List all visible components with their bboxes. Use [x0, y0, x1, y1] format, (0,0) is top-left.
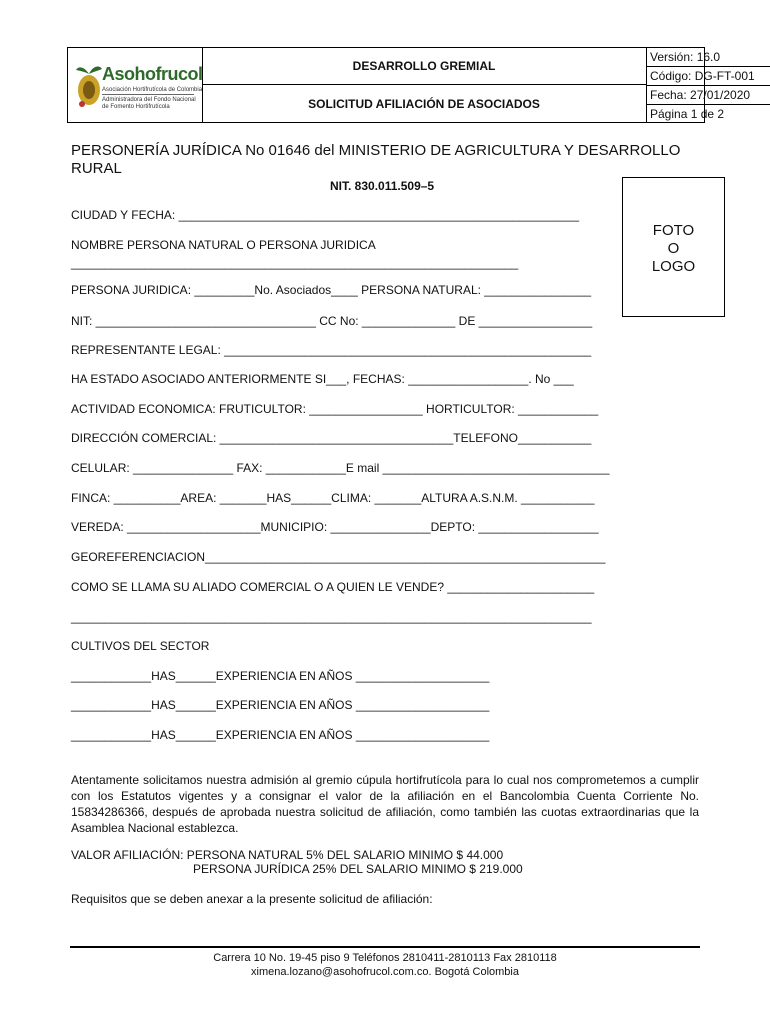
field-finca[interactable]: FINCA: __________AREA: _______HAS______CLIMA: _______ALTURA A.S.N.M. ___________: [71, 491, 595, 505]
header-meta: [646, 48, 755, 122]
date-label: Fecha: 27/01/2020: [646, 86, 770, 105]
logo-divider: [102, 94, 194, 95]
page-label: Página 1 de 2: [650, 107, 725, 121]
field-ciudad-fecha[interactable]: CIUDAD Y FECHA: ____________________________________________________________: [71, 208, 580, 222]
field-representante[interactable]: REPRESENTANTE LEGAL: _______________________________________________________: [71, 343, 592, 357]
header-title-area: DESARROLLO GREMIAL: [202, 48, 646, 85]
code-label: Código: DG-FT-001: [646, 67, 770, 86]
nit-heading: NIT. 830.011.509–5: [330, 179, 435, 193]
logo-wordmark: Asohofrucol: [102, 64, 203, 84]
photo-logo-label: FOTO O LOGO: [651, 222, 696, 275]
field-aliado[interactable]: COMO SE LLAMA SU ALIADO COMERCIAL O A QUIEN LE VENDE? ______________________: [71, 580, 595, 594]
header-titles: [202, 48, 647, 122]
header-title-form: SOLICITUD AFILIACIÓN DE ASOCIADOS: [308, 96, 540, 111]
footer-address: Carrera 10 No. 19-45 piso 9 Teléfonos 2810411-2810113 Fax 2810118: [213, 952, 557, 964]
logo-subtitle: Administradora del Fondo Nacional: [102, 97, 196, 103]
field-asociado-anteriormente[interactable]: HA ESTADO ASOCIADO ANTERIORMENTE SI___, FECHAS: __________________. No ___: [71, 372, 574, 386]
field-cultivo-3[interactable]: ____________HAS______EXPERIENCIA EN AÑOS ____________________: [71, 728, 490, 742]
field-vereda[interactable]: VEREDA: ____________________MUNICIPIO: _______________DEPTO: __________________: [71, 520, 599, 534]
logo-subtitle: de Fomento Hortifrutícola: [102, 104, 170, 110]
field-nit-cc[interactable]: NIT: _________________________________ CC No: ______________ DE _________________: [71, 314, 593, 328]
commitment-paragraph: Atentamente solicitamos nuestra admisión al gremio cúpula hortifrutícola para lo cual nos comprometemos a cumplir con los Estatutos vigentes y a consignar el valor de la afiliación en el Bancolombia Cuenta Corriente No. 15834286366, después de aprobada nuestra solicitud de afiliación, como también las cuotas extraordinarias que la Asamblea Nacional establezca.: [71, 773, 699, 835]
version-label: Versión: 16.0: [646, 48, 770, 67]
field-nombre-label: NOMBRE PERSONA NATURAL O PERSONA JURIDICA: [71, 238, 376, 252]
valor-afiliacion-juridica: PERSONA JURÍDICA 25% DEL SALARIO MINIMO $ 219.000: [193, 862, 523, 876]
personeria-heading: PERSONERÍA JURÍDICA No 01646 del MINISTERIO DE AGRICULTURA Y DESARROLLO RURAL: [71, 142, 681, 177]
logo-subtitle: Asociación Hortifrutícola de Colombia: [102, 87, 203, 93]
logo-cell: [68, 48, 203, 122]
field-aliado-line[interactable]: ______________________________________________________________________________: [71, 610, 592, 624]
footer-email: ximena.lozano@asohofrucol.com.co. Bogotá Colombia: [251, 966, 519, 978]
field-cultivo-2[interactable]: ____________HAS______EXPERIENCIA EN AÑOS ____________________: [71, 698, 490, 712]
document-header: [67, 47, 755, 123]
field-celular[interactable]: CELULAR: _______________ FAX: ____________E mail __________________________________: [71, 461, 610, 475]
asohofrucol-logo-icon: [74, 60, 104, 112]
photo-logo-box[interactable]: [622, 177, 725, 317]
field-nombre-line[interactable]: ___________________________________________________________________: [71, 256, 519, 270]
valor-afiliacion-natural: VALOR AFILIACIÓN: PERSONA NATURAL 5% DEL SALARIO MINIMO $ 44.000: [71, 848, 504, 862]
footer-divider: [70, 946, 700, 948]
requisitos-label: Requisitos que se deben anexar a la presente solicitud de afiliación:: [71, 892, 433, 906]
field-actividad[interactable]: ACTIVIDAD ECONOMICA: FRUTICULTOR: _________________ HORTICULTOR: ____________: [71, 402, 599, 416]
field-cultivo-1[interactable]: ____________HAS______EXPERIENCIA EN AÑOS ____________________: [71, 669, 490, 683]
cultivos-label: CULTIVOS DEL SECTOR: [71, 639, 210, 653]
field-direccion[interactable]: DIRECCIÓN COMERCIAL: ___________________________________TELEFONO___________: [71, 431, 592, 445]
field-georef[interactable]: GEOREFERENCIACION____________________________________________________________: [71, 550, 606, 564]
field-persona-juridica[interactable]: PERSONA JURIDICA: _________No. Asociados____ PERSONA NATURAL: ________________: [71, 283, 592, 297]
